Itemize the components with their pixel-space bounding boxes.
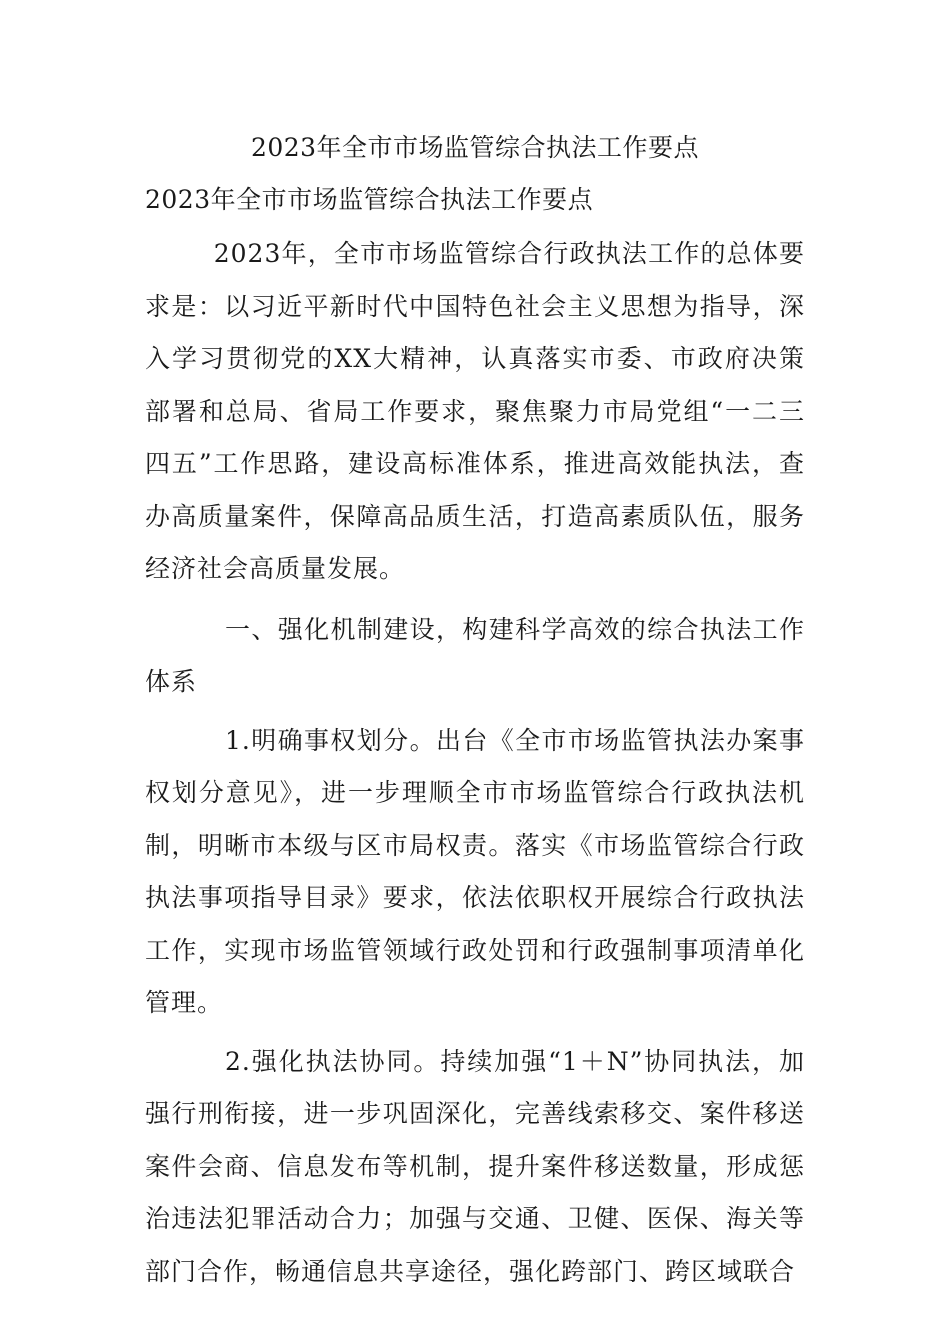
section-heading-1: 一、强化机制建设，构建科学高效的综合执法工作体系 <box>145 614 805 696</box>
intro-paragraph: 2023年，全市市场监管综合行政执法工作的总体要求是：以习近平新时代中国特色社会主义思想为指导，深入学习贯彻党的XX大精神，认真落实市委、市政府决策部署和总局、省局工作要求，聚焦聚力市局党组“一二三四五”工作思路，建设高标准体系，推进高效能执法，查办高质量案件，保障高品质生活，打造高素质队伍，服务经济社会高质量发展。 <box>145 239 805 583</box>
item-paragraph-2: 2.强化执法协同。持续加强“1＋N”协同执法，加强行刑衔接，进一步巩固深化，完善线索移交、案件移送案件会商、信息发布等机制，提升案件移送数量，形成惩治违法犯罪活动合力；加强与交通、卫健、医保、海关等部门合作，畅通信息共享途径，强化跨部门、跨区域联合 <box>145 1046 805 1286</box>
document-title: 2023年全市市场监管综合执法工作要点 <box>250 133 700 162</box>
document-subtitle: 2023年全市市场监管综合执法工作要点 <box>145 185 594 214</box>
document-body <box>145 228 805 1298</box>
item-paragraph-1: 1.明确事权划分。出台《全市市场监管执法办案事权划分意见》，进一步理顺全市市场监管综合行政执法机制，明晰市本级与区市局权责。落实《市场监管综合行政执法事项指导目录》要求，依法依职权开展综合行政执法工作，实现市场监管领域行政处罚和行政强制事项清单化管理。 <box>145 725 805 1017</box>
